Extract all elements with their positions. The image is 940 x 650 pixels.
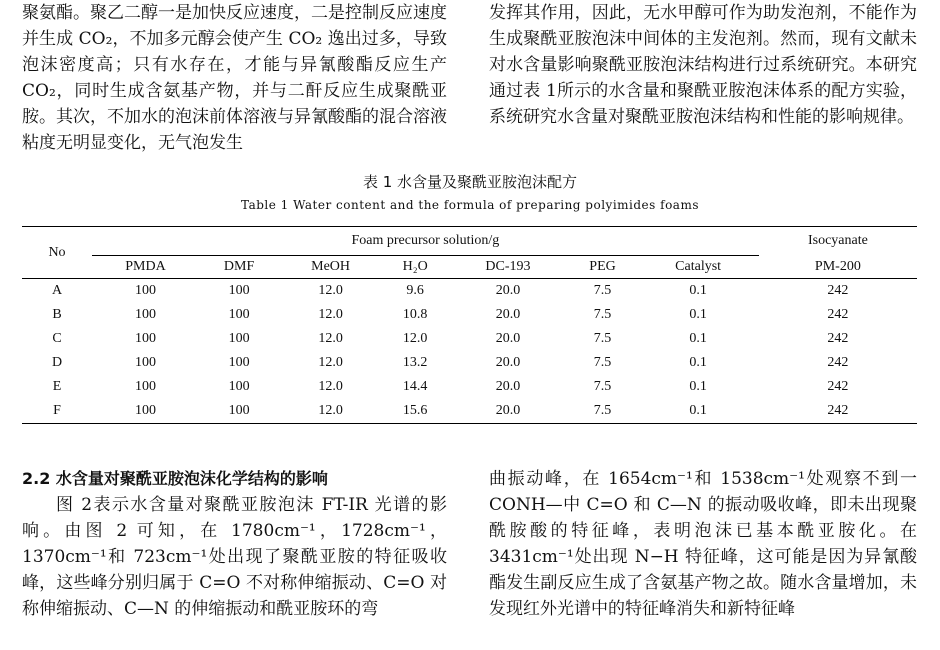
table-cell: 242 xyxy=(827,283,849,298)
table-cell: 9.6 xyxy=(406,283,424,298)
table-row xyxy=(22,327,917,351)
header-dmf: DMF xyxy=(199,256,279,279)
bottom-left-column xyxy=(22,466,447,622)
table-cell: 242 xyxy=(827,307,849,322)
header-pm200: PM-200 xyxy=(759,256,917,279)
table-cell: 7.5 xyxy=(593,379,612,394)
header-h2o: H₂O xyxy=(382,256,448,279)
table-cell: 100 xyxy=(92,399,199,424)
table-row xyxy=(22,399,917,424)
row-label: F xyxy=(22,399,92,424)
header-pmda: PMDA xyxy=(92,256,199,279)
table-cell: 0.1 xyxy=(689,379,707,394)
table-caption-zh: 表 1 水含量及聚酰亚胺泡沫配方 xyxy=(362,173,578,191)
table-cell: 100 xyxy=(228,331,250,346)
table-cell: 0.1 xyxy=(689,283,707,298)
header-no: No xyxy=(22,227,92,279)
table-cell: 100 xyxy=(134,355,156,370)
header-catalyst: Catalyst xyxy=(637,256,758,279)
table-cell: 13.2 xyxy=(402,355,428,370)
table-cell: 7.5 xyxy=(593,331,612,346)
table-cell: 100 xyxy=(199,399,279,424)
table-cell: 100 xyxy=(228,307,250,322)
table-cell: 12.0 xyxy=(318,307,343,322)
table-cell: 7.5 xyxy=(568,399,638,424)
bottom-right-column xyxy=(489,466,917,622)
table-cell: 0.1 xyxy=(689,331,707,346)
body-text: 发挥其作用，因此，无水甲醇可作为助发泡剂，不能作为生成聚酰亚胺泡沫中间体的主发泡剂。然而，现有文献未对水含量影响聚酰亚胺泡沫结构进行过系统研究。本研究通过表 1所示的水含量和聚酰亚胺泡沫体系的配方实验，系统研究水含量对聚酰亚胺泡沫结构和性能的影响规律。 xyxy=(489,3,917,127)
table-cell: 0.1 xyxy=(689,307,707,322)
row-label: E xyxy=(52,379,62,394)
table-cell: 100 xyxy=(228,355,250,370)
header-foam-precursor: Foam precursor solution/g xyxy=(92,227,759,256)
table-cell: 7.5 xyxy=(593,283,612,298)
table-cell: 100 xyxy=(228,379,250,394)
body-text: 图 2表示水含量对聚酰亚胺泡沫 FT-IR 光谱的影响。由图 2 可知，在 1780cm⁻¹，1728cm⁻¹，1370cm⁻¹和 723cm⁻¹处出现了聚酰亚胺的特征吸收峰，这些峰分别归属于 C=O 不对称伸缩振动、C=O 对称伸缩振动、C—N 的伸缩振动和酰亚胺环的弯 xyxy=(22,495,447,619)
table-cell: 20.0 xyxy=(448,399,567,424)
table-cell: 12.0 xyxy=(318,331,343,346)
table-cell: 0.1 xyxy=(637,399,758,424)
table-cell: 10.8 xyxy=(402,307,428,322)
table-cell: 7.5 xyxy=(593,307,612,322)
table-row xyxy=(22,351,917,375)
table-row xyxy=(22,303,917,327)
table-caption-en: Table 1 Water content and the formula of preparing polyimides foams xyxy=(241,198,699,212)
table-cell: 14.4 xyxy=(402,379,428,394)
table-cell: 12.0 xyxy=(318,283,343,298)
table-cell: 12.0 xyxy=(279,399,382,424)
table-cell: 100 xyxy=(134,379,156,394)
row-label: C xyxy=(52,331,62,346)
table-cell: 100 xyxy=(134,331,156,346)
table-row xyxy=(22,375,917,399)
table-cell: 20.0 xyxy=(495,283,521,298)
table-cell: 242 xyxy=(827,379,849,394)
table-cell: 20.0 xyxy=(495,379,521,394)
header-meoh: MeOH xyxy=(279,256,382,279)
table-cell: 12.0 xyxy=(318,355,343,370)
table-row xyxy=(22,279,917,304)
table-cell: 20.0 xyxy=(495,307,521,322)
table-cell: 12.0 xyxy=(318,379,343,394)
row-label: A xyxy=(51,283,63,298)
table-cell: 20.0 xyxy=(495,355,521,370)
header-dc193: DC-193 xyxy=(448,256,567,279)
table-cell: 100 xyxy=(134,283,156,298)
row-label: B xyxy=(52,307,62,322)
table-cell: 15.6 xyxy=(382,399,448,424)
top-left-paragraph xyxy=(22,0,447,156)
top-right-paragraph xyxy=(489,0,917,130)
table-cell: 7.5 xyxy=(593,355,612,370)
table-cell: 100 xyxy=(228,283,250,298)
body-text: 聚氨酯。聚乙二醇一是加快反应速度，二是控制反应速度并生成 CO₂，不加多元醇会使产生 CO₂ 逸出过多，导致泡沫密度高；只有水存在，才能与异氰酸酯反应生产 CO₂，同时生成含氨基产物，并与二酐反应生成聚酰亚胺。其次，不加水的泡沫前体溶液与异氰酸酯的混合溶液粘度无明显变化，无气泡发生 xyxy=(22,3,447,153)
section-heading: 2.2 水含量对聚酰亚胺泡沫化学结构的影响 xyxy=(22,469,328,488)
table-cell: 20.0 xyxy=(495,331,521,346)
header-isocyanate: Isocyanate xyxy=(759,227,917,256)
table-cell: 100 xyxy=(134,307,156,322)
table-cell: 0.1 xyxy=(689,355,707,370)
header-peg: PEG xyxy=(568,256,638,279)
table-cell: 242 xyxy=(827,331,849,346)
table-cell: 242 xyxy=(759,399,917,424)
row-label: D xyxy=(51,355,63,370)
body-text: 曲振动峰，在 1654cm⁻¹和 1538cm⁻¹处观察不到一CONH—中 C=O 和 C—N 的振动吸收峰，即未出现聚酰胺酸的特征峰，表明泡沫已基本酰亚胺化。在 3431cm⁻¹处出现 N−H 特征峰，这可能是因为异氰酸酯发生副反应生成了含氨基产物之故。随水含量增加，未发现红外光谱中的特征峰消失和新特征峰 xyxy=(489,469,917,619)
formula-table xyxy=(22,226,917,424)
table-cell: 12.0 xyxy=(402,331,428,346)
table-cell: 242 xyxy=(827,355,849,370)
